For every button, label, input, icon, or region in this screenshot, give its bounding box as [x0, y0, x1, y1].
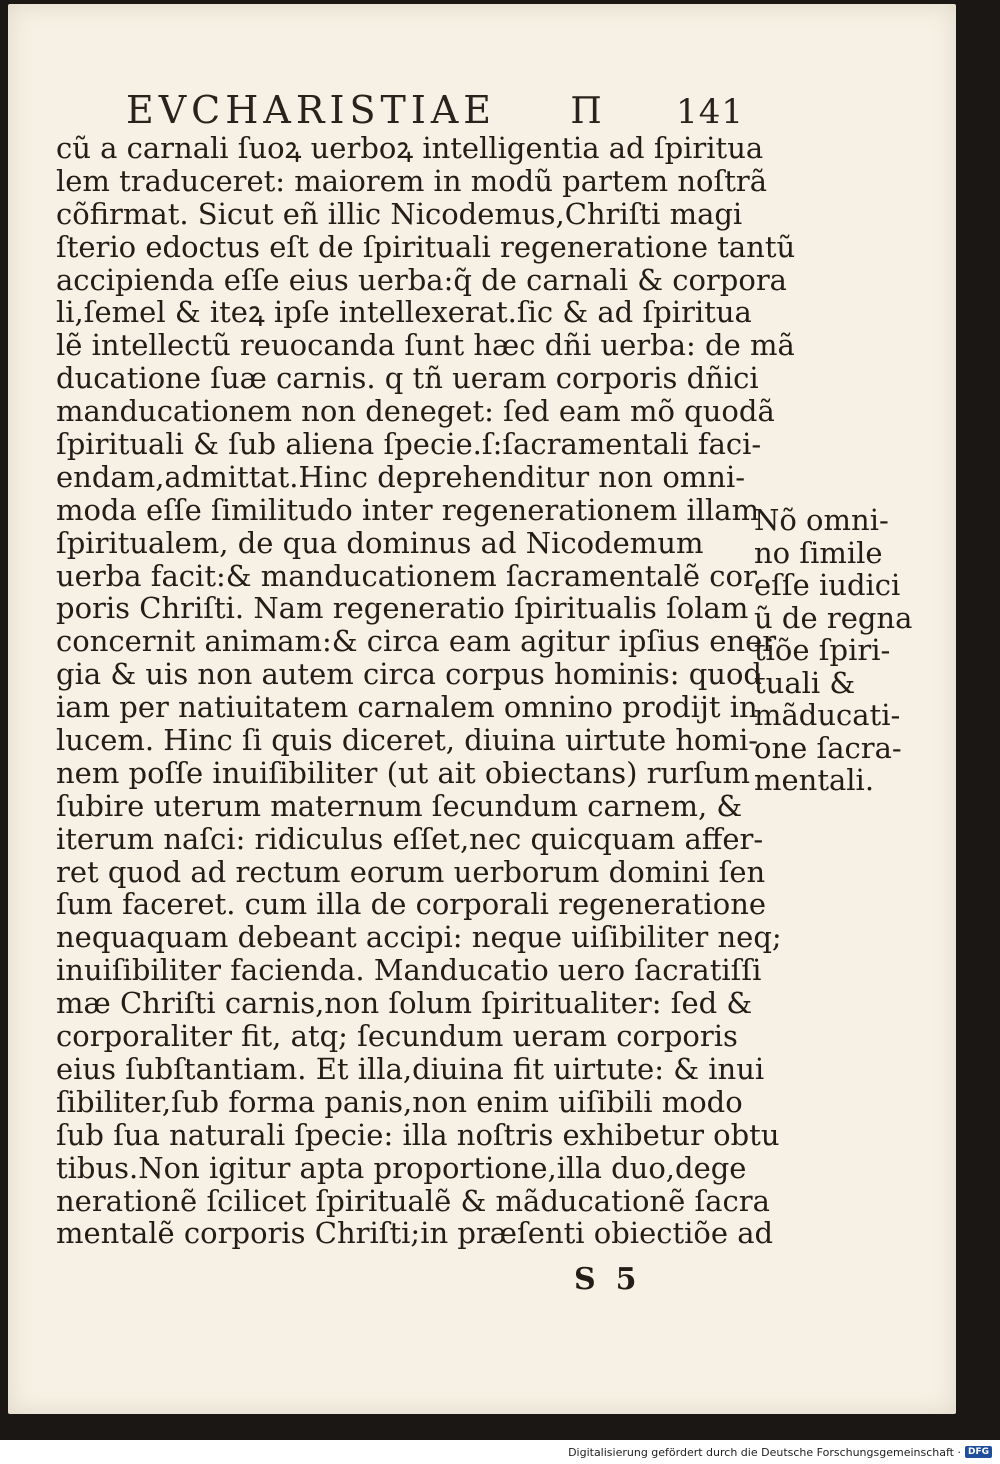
text-line: concernit animam:& circa eam agitur ipſius ener — [56, 624, 777, 659]
text-line: poris Chriſti. Nam regeneratio ſpiritualis ſolam — [56, 591, 749, 626]
text-line: ſibiliter,ſub forma panis,non enim uiſibili modo — [56, 1084, 743, 1119]
text-line: ſubire uterum maternum ſecundum carnem, & — [56, 788, 743, 823]
signature-letter: S — [574, 1262, 596, 1297]
text-line: nem poſſe inuiſibiliter (ut ait obiectans) rurſum — [56, 755, 750, 790]
folio-number: 141 — [676, 92, 744, 132]
text-line: nerationẽ ſcilicet ſpiritualẽ & mãducationẽ ſacra — [56, 1183, 770, 1218]
text-line: inuiſibiliter facienda. Manducatio uero ſacratiſſi — [56, 953, 762, 988]
text-line: ſub ſua naturali ſpecie: illa noſtris exhibetur obtu — [56, 1117, 780, 1152]
dfg-logo-icon: DFG — [965, 1446, 992, 1458]
text-line: moda eſſe ſimilitudo inter regenerationem illam — [56, 492, 760, 527]
margin-note-line: mãducati- — [754, 698, 901, 732]
text-line: uerba facit:& manducationem ſacramentalẽ cor — [56, 558, 757, 593]
text-line: ſpiritualem, de qua dominus ad Nicodemum — [56, 525, 704, 560]
page-header — [126, 88, 744, 132]
text-line: iam per natiuitatem carnalem omnino prodijt in — [56, 690, 758, 725]
text-line: gia & uis non autem circa corpus hominis: quod — [56, 657, 762, 692]
text-line: nequaquam debeant accipi: neque uiſibiliter neq; — [56, 920, 782, 955]
text-line: tibus.Non igitur apta proportione,illa duo,dege — [56, 1150, 747, 1185]
text-line: mæ Chriſti carnis,non ſolum ſpiritualiter: ſed & — [56, 986, 753, 1021]
margin-note-line: Nõ omni- — [754, 503, 889, 537]
signature-number: 5 — [615, 1262, 637, 1297]
main-text-block — [56, 131, 796, 1251]
margin-note-line: tiõe ſpiri- — [754, 633, 891, 667]
running-title: EVCHARISTIAE — [126, 88, 497, 132]
text-line: lem traduceret: maiorem in modũ partem noſtrã — [56, 163, 768, 198]
text-line: ſpirituali & ſub aliena ſpecie.ſ:ſacramentali faci- — [56, 427, 762, 462]
text-line: eius ſubſtantiam. Et illa,diuina fit uirtute: & inui — [56, 1051, 765, 1086]
margin-note-line: one ſacra- — [754, 730, 902, 765]
text-line: cõfirmat. Sicut eñ illic Nicodemus,Chriſti magi — [56, 196, 743, 231]
margin-note-line: mentali. — [754, 763, 875, 797]
margin-note-line: ũ de regna — [754, 600, 913, 635]
margin-note-line: no ſimile — [754, 535, 883, 570]
funding-credit: Digitalisierung gefördert durch die Deutsche Forschungsgemeinschaft · — [568, 1445, 961, 1459]
text-line: iterum naſci: ridiculus eſſet,nec quicquam affer- — [56, 821, 764, 856]
signature-mark: Π — [570, 91, 602, 132]
marginal-note — [754, 504, 924, 797]
text-line: corporaliter fit, atq; ſecundum ueram corporis — [56, 1019, 738, 1054]
text-line: li,ſemel & iteꝝ ipſe intellexerat.ſic & ad ſpiritua — [56, 295, 752, 330]
text-line: mentalẽ corporis Chriſti;in præſenti obiectiõe ad — [56, 1216, 774, 1251]
book-page — [8, 4, 956, 1414]
text-line: lucem. Hinc ſi quis diceret, diuina uirtute homi- — [56, 723, 759, 758]
text-line: ſum faceret. cum illa de corporali regeneratione — [56, 887, 767, 922]
text-line: ducatione ſuæ carnis. q tñ ueram corporis dñici — [56, 361, 759, 396]
text-line: endam,admittat.Hinc deprehenditur non omni- — [56, 459, 746, 494]
text-line: cũ a carnali ſuoꝝ uerboꝝ intelligentia ad ſpiritua — [56, 131, 764, 165]
text-line: accipienda eſſe eius uerba:q̃ de carnali & corpora — [56, 262, 787, 297]
text-line: lẽ intellectũ reuocanda ſunt hæc dñi uerba: de mã — [56, 328, 795, 363]
margin-note-line: eſſe iudici — [754, 568, 901, 602]
text-line: ſterio edoctus eſt de ſpirituali regeneratione tantũ — [56, 229, 796, 264]
signature-catchwords — [574, 1262, 637, 1297]
text-line: manducationem non deneget: ſed eam mõ quodã — [56, 394, 775, 429]
margin-note-line: tuali & — [754, 665, 856, 700]
text-line: ret quod ad rectum eorum uerborum domini ſen — [56, 854, 766, 889]
digitization-footer — [0, 1440, 1000, 1464]
